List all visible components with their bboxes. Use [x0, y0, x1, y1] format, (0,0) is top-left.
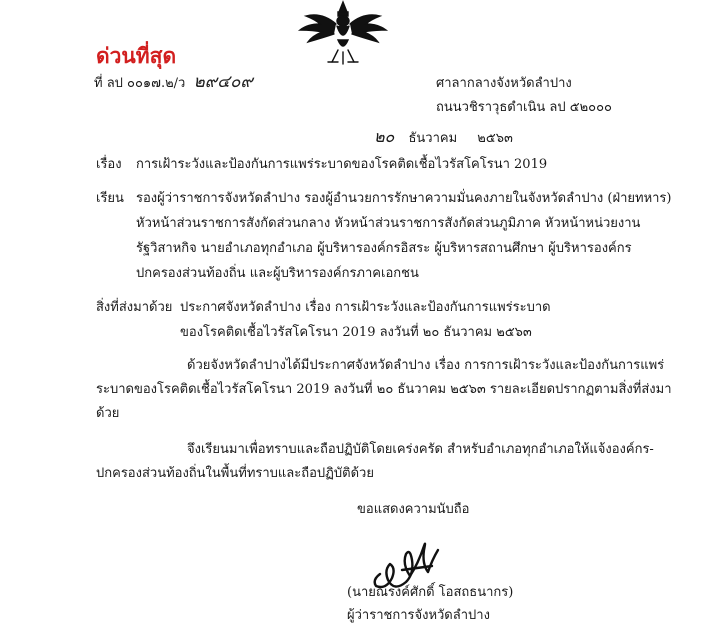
office-address-line1: ศาลากลางจังหวัดลำปาง [436, 76, 572, 91]
document-date [374, 125, 513, 150]
recipient-line: หัวหน้าส่วนราชการสังกัดส่วนกลาง หัวหน้าส่วนราชการสังกัดส่วนภูมิภาค หัวหน้าหน่วยงาน [136, 216, 641, 231]
recipient-label: เรียน [96, 191, 124, 206]
signatory-position: ผู้ว่าราชการจังหวัดลำปาง [347, 608, 490, 623]
subject-label: เรื่อง [96, 157, 122, 172]
recipient-line: รัฐวิสาหกิจ นายอำเภอทุกอำเภอ ผู้บริหารองค์กรอิสระ ผู้บริหารสถานศึกษา ผู้บริหารองค์กร [136, 241, 632, 256]
enclosure-line: ของโรคติดเชื้อไวรัสโคโรนา 2019 ลงวันที่ ๒๐ ธันวาคม ๒๕๖๓ [180, 325, 532, 340]
date-year: ๒๕๖๓ [477, 131, 513, 146]
signatory-name: (นายณรงค์ศักดิ์ โอสถธนากร) [347, 585, 514, 600]
recipient-line: ปกครองส่วนท้องถิ่น และผู้บริหารองค์กรภาคเอกชน [136, 266, 419, 281]
date-day: ๒๐ [374, 127, 395, 146]
reference-number: ๒๙๔๐๙ [193, 72, 253, 92]
body-paragraph-line: ด้วย [96, 406, 120, 421]
body-paragraph-line: ระบาดของโรคติดเชื้อไวรัสโคโรนา 2019 ลงวันที่ ๒๐ ธันวาคม ๒๕๖๓ รายละเอียดปรากฏตามสิ่งที่ส่งมา [96, 382, 672, 397]
recipient-line: รองผู้ว่าราชการจังหวัดลำปาง รองผู้อำนวยการรักษาความมั่นคงภายในจังหวัดลำปาง (ฝ่ายทหาร) [136, 191, 672, 206]
date-month: ธันวาคม [408, 131, 458, 146]
closing-salutation: ขอแสดงความนับถือ [357, 502, 470, 517]
document-reference [94, 68, 253, 95]
body-paragraph-line: ปกครองส่วนท้องถิ่นในพื้นที่ทราบและถือปฏิบัติด้วย [96, 466, 374, 481]
enclosure-line: ประกาศจังหวัดลำปาง เรื่อง การเฝ้าระวังและป้องกันการแพร่ระบาด [180, 300, 551, 315]
subject-text: การเฝ้าระวังและป้องกันการแพร่ระบาดของโรคติดเชื้อไวรัสโคโรนา 2019 [136, 157, 548, 172]
body-paragraph-line: ด้วยจังหวัดลำปางได้มีประกาศจังหวัดลำปาง เรื่อง การการเฝ้าระวังและป้องกันการแพร่ [187, 358, 665, 373]
urgency-label: ด่วนที่สุด [96, 44, 177, 68]
body-paragraph-line: จึงเรียนมาเพื่อทราบและถือปฏิบัติโดยเคร่งครัด สำหรับอำเภอทุกอำเภอให้แจ้งองค์กร- [187, 442, 654, 457]
garuda-emblem-icon [294, 0, 392, 66]
office-address-line2: ถนนวชิราวุธดำเนิน ลป ๕๒๐๐๐ [436, 100, 612, 115]
reference-prefix: ที่ ลป ๐๐๑๗.๒/ว [94, 76, 186, 91]
enclosure-label: สิ่งที่ส่งมาด้วย [96, 300, 173, 315]
